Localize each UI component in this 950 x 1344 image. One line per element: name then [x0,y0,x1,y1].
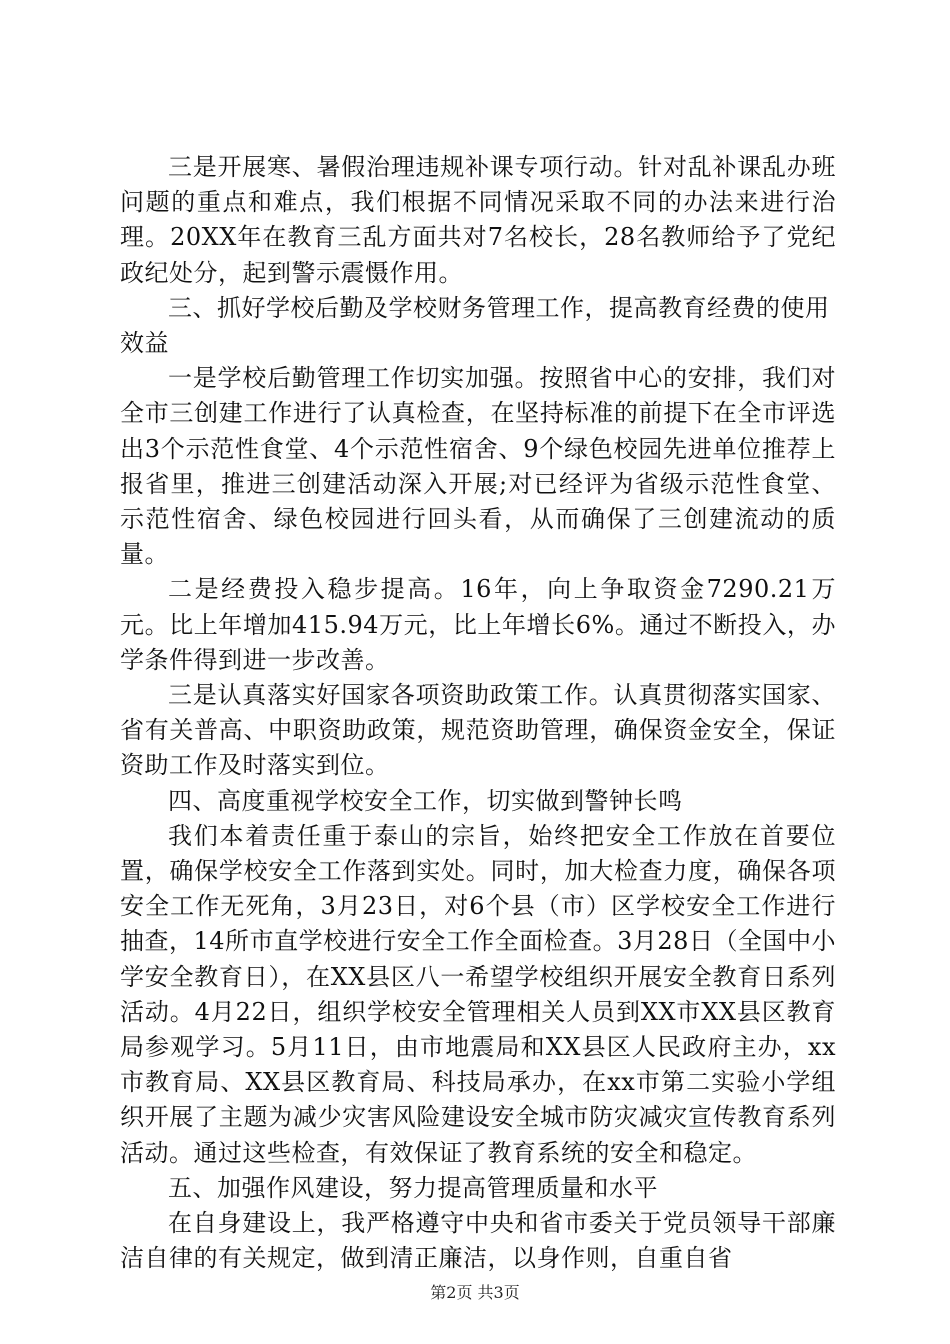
document-body [120,150,836,1277]
paragraph-safety-work: 我们本着责任重于泰山的宗旨，始终把安全工作放在首要位置，确保学校安全工作落到实处。同时，加大检查力度，确保各项安全工作无死角，3月23日，对6个县（市）区学校安全工作进行抽查，14所市直学校进行安全工作全面检查。3月28日（全国中小学安全教育日），在XX县区八一希望学校组织开展安全教育日系列活动。4月22日，组织学校安全管理相关人员到XX市XX县区教育局参观学习。5月11日，由市地震局和XX县区人民政府主办，xx市教育局、XX县区教育局、科技局承办，在xx市第二实验小学组织开展了主题为减少灾害风险建设安全城市防灾减灾宣传教育系列活动。通过这些检查，有效保证了教育系统的安全和稳定。 [120,821,836,1167]
paragraph-funding-increase: 二是经费投入稳步提高。16年，向上争取资金7290.21万元。比上年增加415.94万元，比上年增长6%。通过不断投入，办学条件得到进一步改善。 [120,575,836,674]
section-heading-school-safety: 四、高度重视学校安全工作，切实做到警钟长鸣 [168,786,683,815]
section-heading-logistics-finance: 三、抓好学校后勤及学校财务管理工作，提高教育经费的使用效益 [120,293,830,358]
paragraph-winter-summer-tutoring: 三是开展寒、暑假治理违规补课专项行动。针对乱补课乱办班问题的重点和难点，我们根据不同情况采取不同的办法来进行治理。20XX年在教育三乱方面共对7名校长，28名教师给予了党纪政纪处分，起到警示震慑作用。 [120,153,836,287]
page-number-footer: 第2页 共3页 [430,1283,520,1302]
paragraph-logistics-management: 一是学校后勤管理工作切实加强。按照省中心的安排，我们对全市三创建工作进行了认真检查，在坚持标准的前提下在全市评选出3个示范性食堂、4个示范性宿舍、9个绿色校园先进单位推荐上报省里，推进三创建活动深入开展;对已经评为省级示范性食堂、示范性宿舍、绿色校园进行回头看，从而确保了三创建流动的质量。 [120,364,836,569]
paragraph-subsidy-policy: 三是认真落实好国家各项资助政策工作。认真贯彻落实国家、省有关普高、中职资助政策，规范资助管理，确保资金安全，保证资助工作及时落实到位。 [120,681,836,780]
section-heading-work-style: 五、加强作风建设，努力提高管理质量和水平 [168,1173,658,1202]
paragraph-self-discipline: 在自身建设上，我严格遵守中央和省市委关于党员领导干部廉洁自律的有关规定，做到清正廉洁，以身作则，自重自省 [120,1209,836,1273]
